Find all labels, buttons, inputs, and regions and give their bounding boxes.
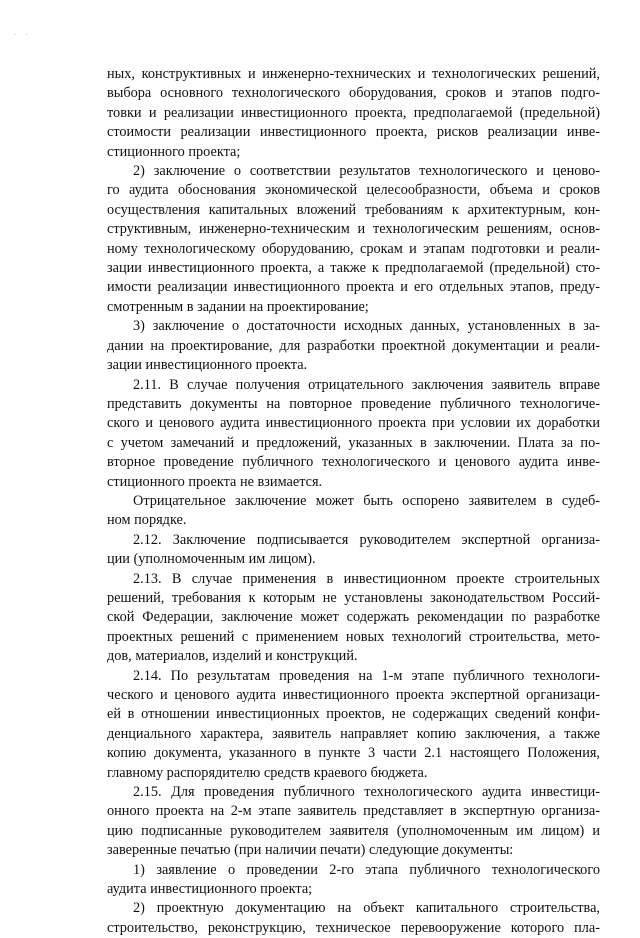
text-line: структивным, инженерно-техническим и технологическим решениям, основ- <box>107 221 600 238</box>
text-line: дании на проектирование, для разработки проектной документации и реали- <box>107 337 600 354</box>
text-line: ному технологическому оборудованию, срокам и этапам подготовки и реали- <box>107 240 600 257</box>
text-line: заверенные печатью (при наличии печати) следующие документы: <box>107 842 514 859</box>
paragraph <box>107 667 600 783</box>
paragraph <box>107 861 600 900</box>
text-line: имости реализации инвестиционного проекта и его отдельных этапов, преду- <box>107 279 600 296</box>
text-line: 2.12. Заключение подписывается руководителем экспертной организа- <box>133 531 600 548</box>
text-line: ей в отношении инвестиционных проектов, не содержащих сведений конфи- <box>107 706 600 723</box>
text-line: ского и ценового аудита инвестиционного проекта при условии их доработки <box>107 415 600 432</box>
text-line: 2) проектную документацию на объект капитального строительства, <box>133 900 600 917</box>
text-line: стиционного проекта; <box>107 143 241 160</box>
text-line: ческого и ценового аудита инвестиционного проекта экспертной организаци- <box>107 687 600 703</box>
paragraph <box>107 317 600 375</box>
text-line: цию подписанные руководителем заявителя (уполномоченным им лицом) и <box>107 822 600 839</box>
text-line: онного проекта на 2-м этапе заявитель представляет в экспертную организа- <box>107 803 600 820</box>
text-line: Отрицательное заключение может быть оспорено заявителем в судеб- <box>133 492 600 509</box>
text-line: представить документы на повторное проведение публичного технологиче- <box>107 395 600 412</box>
text-line: осуществления капитальных вложений требованиям к архитектурным, кон- <box>107 201 600 218</box>
text-line: зации инвестиционного проекта, а также к предполагаемой (предельной) сто- <box>107 260 600 277</box>
paragraph <box>107 531 600 570</box>
text-line: копию документа, указанного в пункте 3 части 2.1 настоящего Положения, <box>107 745 600 762</box>
text-line: 2.11. В случае получения отрицательного заключения заявитель вправе <box>133 376 600 393</box>
text-line: вторное проведение публичного технологического и ценового аудита инве- <box>107 454 600 471</box>
text-line: выбора основного технологического оборудования, сроков и этапов подго- <box>107 85 600 102</box>
text-line: зации инвестиционного проекта. <box>107 357 308 374</box>
text-line: дов, материалов, изделий и конструкций. <box>107 648 358 665</box>
text-line: 3) заключение о достаточности исходных данных, установленных в за- <box>133 318 600 335</box>
text-line: го аудита обоснования экономической целесообразности, объема и сроков <box>107 182 600 199</box>
text-line: стиционного проекта не взимается. <box>107 473 323 490</box>
paragraph <box>107 376 600 492</box>
text-line: с учетом замечаний и предложений, указанных в заключении. Плата за по- <box>107 434 600 451</box>
document-body <box>107 65 600 938</box>
paragraph <box>107 492 600 531</box>
text-line: главному распорядителю средств краевого бюджета. <box>107 764 428 781</box>
text-line: строительство, реконструкцию, техническое перевооружение которого пла- <box>107 919 600 936</box>
text-line: ской Федерации, заключение может содержать рекомендации по разработке <box>107 609 600 626</box>
text-line: ном порядке. <box>107 512 187 529</box>
text-line: проектных решений с применением новых технологий строительства, мето- <box>107 628 600 645</box>
text-line: смотренным в задании на проектирование; <box>107 298 369 315</box>
paragraph <box>107 162 600 317</box>
text-line: 2.15. Для проведения публичного технологического аудита инвестици- <box>133 784 600 801</box>
text-line: 1) заявление о проведении 2-го этапа публичного технологического <box>133 861 600 878</box>
text-line: аудита инвестиционного проекта; <box>107 881 313 898</box>
text-line: 2.14. По результатам проведения на 1-м этапе публичного технологи- <box>133 667 600 684</box>
text-line: стоимости реализации инвестиционного проекта, рисков реализации инве- <box>107 124 600 141</box>
paragraph <box>107 899 600 938</box>
text-line: ции (уполномоченным им лицом). <box>107 551 316 568</box>
text-line: 2.13. В случае применения в инвестиционном проекте строительных <box>133 570 600 587</box>
paragraph <box>107 570 600 667</box>
text-line: 2) заключение о соответствии результатов технологического и ценово- <box>133 163 600 180</box>
scan-corner-mark: . . <box>14 30 32 37</box>
text-line: решений, требования к которым не установлены законодательством Россий- <box>107 589 600 606</box>
text-line: денциального характера, заявитель направляет копию заключения, а также <box>107 725 600 742</box>
text-line: товки и реализации инвестиционного проекта, предполагаемой (предельной) <box>107 104 600 121</box>
paragraph <box>107 783 600 861</box>
text-line: ных, конструктивных и инженерно-технических и технологических решений, <box>107 66 600 82</box>
paragraph <box>107 65 600 162</box>
